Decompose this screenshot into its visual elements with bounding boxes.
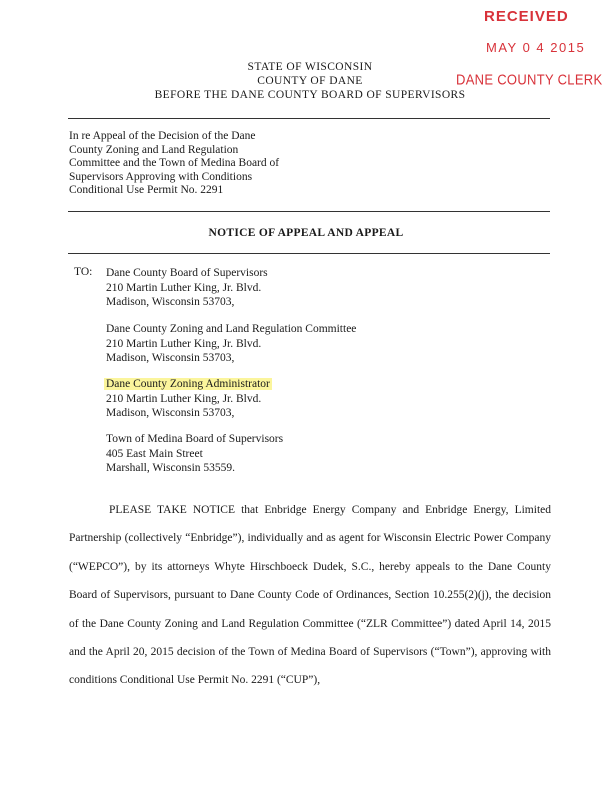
recipient-city: Marshall, Wisconsin 53559. (106, 462, 236, 474)
recipient-street: 405 East Main Street (106, 447, 203, 460)
divider-line (68, 253, 550, 254)
caption-board: BEFORE THE DANE COUNTY BOARD OF SUPERVISORS (154, 89, 466, 101)
recipient-name: Dane County Zoning and Land Regulation Committee (106, 323, 357, 335)
recipient-address (106, 266, 406, 310)
received-stamp: RECEIVED (484, 8, 569, 25)
recipient-name: Dane County Board of Supervisors (106, 267, 268, 279)
in-re-block (69, 130, 349, 198)
highlighted-recipient-name: Dane County Zoning Administrator (106, 378, 270, 390)
divider-line (68, 118, 550, 119)
to-label: TO: (74, 266, 93, 278)
in-re-line: Committee and the Town of Medina Board of (69, 157, 280, 169)
recipient-address (106, 377, 406, 421)
caption-state: STATE OF WISCONSIN (247, 61, 373, 73)
divider-line (68, 211, 550, 212)
document-heading: NOTICE OF APPEAL AND APPEAL (208, 227, 404, 239)
recipient-street: 210 Martin Luther King, Jr. Blvd. (106, 281, 262, 294)
recipient-name: Town of Medina Board of Supervisors (106, 433, 284, 445)
case-caption (130, 60, 490, 102)
received-stamp-date: MAY 0 4 2015 (486, 40, 586, 55)
recipient-street: 210 Martin Luther King, Jr. Blvd. (106, 337, 262, 350)
recipient-city: Madison, Wisconsin 53703, (106, 352, 235, 364)
notice-paragraph: PLEASE TAKE NOTICE that Enbridge Energy Company and Enbridge Energy, Limited Partnership (collectively “Enbridge”), individually and as agent for Wisconsin Electric Power Company (“WEPCO”), by its attorneys Whyte Hirschboeck Dudek, S.C., hereby appeals to the Dane County Board of Supervisors, pursuant to Dane County Code of Ordinances, Section 10.255(2)(j), the decision of the Dane County Zoning and Land Regulation Committee (“ZLR Committee”) dated April 14, 2015 and the April 20, 2015 decision of the Town of Medina Board of Supervisors (“Town”), approving with conditions Conditional Use Permit No. 2291 (“CUP”), (69, 504, 551, 687)
in-re-line: County Zoning and Land Regulation (69, 143, 239, 156)
in-re-line: Supervisors Approving with Conditions (69, 170, 253, 183)
recipient-street: 210 Martin Luther King, Jr. Blvd. (106, 392, 262, 405)
caption-county: COUNTY OF DANE (257, 75, 363, 87)
in-re-line: Conditional Use Permit No. 2291 (69, 184, 224, 196)
recipient-address (106, 322, 406, 366)
notice-body (69, 496, 551, 695)
recipient-city: Madison, Wisconsin 53703, (106, 296, 235, 308)
received-stamp-clerk: DANE COUNTY CLERK (456, 71, 603, 88)
in-re-line: In re Appeal of the Decision of the Dane (69, 130, 256, 142)
recipient-address (106, 432, 406, 476)
recipient-city: Madison, Wisconsin 53703, (106, 407, 235, 419)
